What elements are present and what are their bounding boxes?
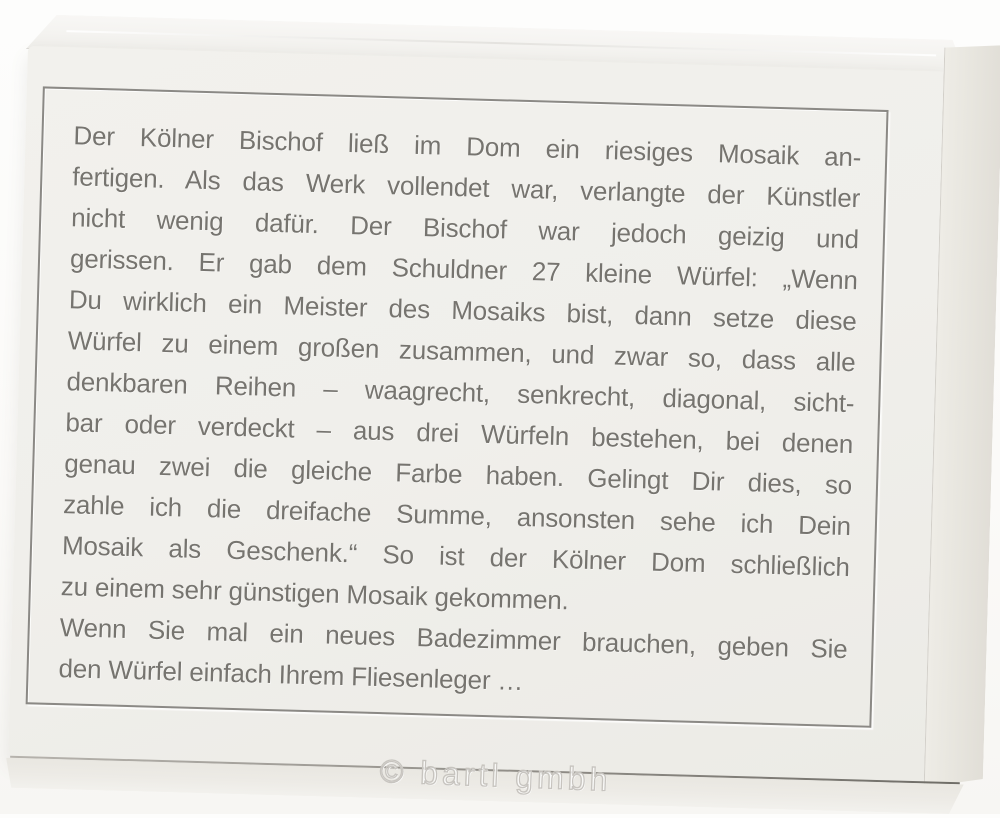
story-line: Du wirklich ein Meister des Mosaiks bist, dann setze diese [68, 284, 858, 337]
story-line: zahle ich die dreifache Summe, ansonsten sehe ich Dein [62, 489, 852, 542]
story-text [58, 115, 862, 711]
story-line: fertigen. Als das Werk vollendet war, verlangte der Künstler [71, 161, 861, 214]
story-line: denkbaren Reihen – waagrecht, senkrecht, diagonal, sicht- [66, 366, 855, 419]
printed-rule-frame [26, 86, 889, 727]
watermark-text: © bartl gmbh [379, 752, 613, 798]
cardboard-box [8, 46, 945, 798]
story-line: Wenn Sie mal ein neues Badezimmer brauchen, geben Sie [59, 612, 848, 665]
story-line: gerissen. Er gab dem Schuldner 27 kleine Würfel: „Wenn [69, 243, 859, 296]
story-line: genau zwei die gleiche Farbe haben. Gelingt Dir dies, so [63, 448, 853, 501]
story-line: bar oder verdeckt – aus drei Würfeln bestehen, bei denen [65, 407, 854, 460]
story-line: zu einem sehr günstigen Mosaik gekommen. [60, 571, 570, 616]
story-line: Der Kölner Bischof ließ im Dom ein riesiges Mosaik an- [73, 120, 862, 173]
story-line: Würfel zu einem großen zusammen, und zwar so, dass alle [67, 325, 856, 378]
story-line: Mosaik als Geschenk.“ So ist der Kölner Dom schließlich [61, 530, 851, 583]
box-front-face [8, 46, 945, 783]
story-line: den Würfel einfach Ihrem Fliesenleger … [58, 653, 524, 697]
story-line: nicht wenig dafür. Der Bischof war jedoch geizig und [70, 202, 860, 255]
